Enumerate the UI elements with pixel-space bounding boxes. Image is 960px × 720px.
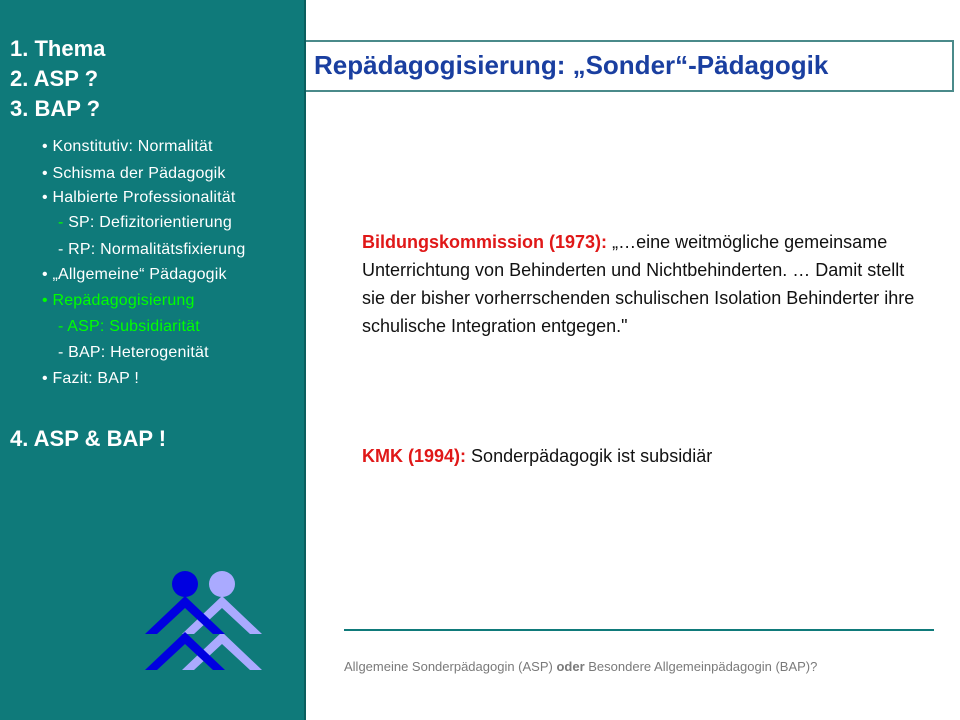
sidebar-item-thema[interactable]: 1. Thema (10, 36, 106, 61)
people-figures-icon (142, 570, 266, 674)
slide-title-box (306, 40, 954, 92)
footer-text-after: Besondere Allgemeinpädagogin (BAP)? (584, 659, 818, 674)
kmk-text: Sonderpädagogik ist subsidiär (471, 446, 713, 466)
footer-text-before: Allgemeine Sonderpädagogin (ASP) (344, 659, 557, 674)
sidebar-item-bap[interactable]: 3. BAP ? (10, 96, 101, 121)
sidebar-item-asp[interactable]: 2. ASP ? (10, 66, 99, 91)
quote-source: Bildungskommission (1973): (362, 232, 608, 252)
footer-text-bold: oder (556, 659, 585, 674)
footer-divider (344, 629, 934, 631)
sidebar (0, 0, 306, 720)
sidebar-sub-allgemeine[interactable]: • „Allgemeine“ Pädagogik (42, 266, 227, 283)
sidebar-sub-halbierte[interactable]: • Halbierte Professionalität (42, 189, 236, 206)
kmk-paragraph (362, 442, 922, 470)
sidebar-sub-rp[interactable]: - RP: Normalitätsfixierung (58, 241, 246, 258)
sidebar-sub-schisma[interactable]: • Schisma der Pädagogik (42, 165, 226, 182)
sidebar-sub-asp-subsidiaritaet[interactable]: - ASP: Subsidiarität (58, 318, 200, 335)
sidebar-sub-fazit[interactable]: • Fazit: BAP ! (42, 370, 140, 387)
sidebar-sub-sp[interactable] (58, 214, 232, 232)
quote-paragraph (362, 228, 922, 340)
footer (344, 659, 948, 674)
quote-text: „…eine weitmögliche gemeinsame Unterrichtung von Behinderten und Nichtbehinderten. … Damit stellt sie der bisher vorherrschenden schulischen Isolation Behinderter ihre schulische Integration entgegen." (362, 232, 915, 336)
sidebar-sub-konstitutiv[interactable]: • Konstitutiv: Normalität (42, 138, 213, 155)
sidebar-sub-sp-dash: - (58, 214, 69, 231)
kmk-source: KMK (1994): (362, 446, 467, 466)
sidebar-sub-sp-label: SP: Defizitorientierung (68, 214, 232, 231)
sidebar-item-asp-bap[interactable]: 4. ASP & BAP ! (10, 426, 167, 451)
slide-title: Repädagogisierung: „Sonder“-Pädagogik (314, 50, 829, 80)
sidebar-sub-bap-heterogenitaet[interactable]: - BAP: Heterogenität (58, 344, 209, 361)
sidebar-sub-repaedagogisierung[interactable]: • Repädagogisierung (42, 292, 195, 309)
